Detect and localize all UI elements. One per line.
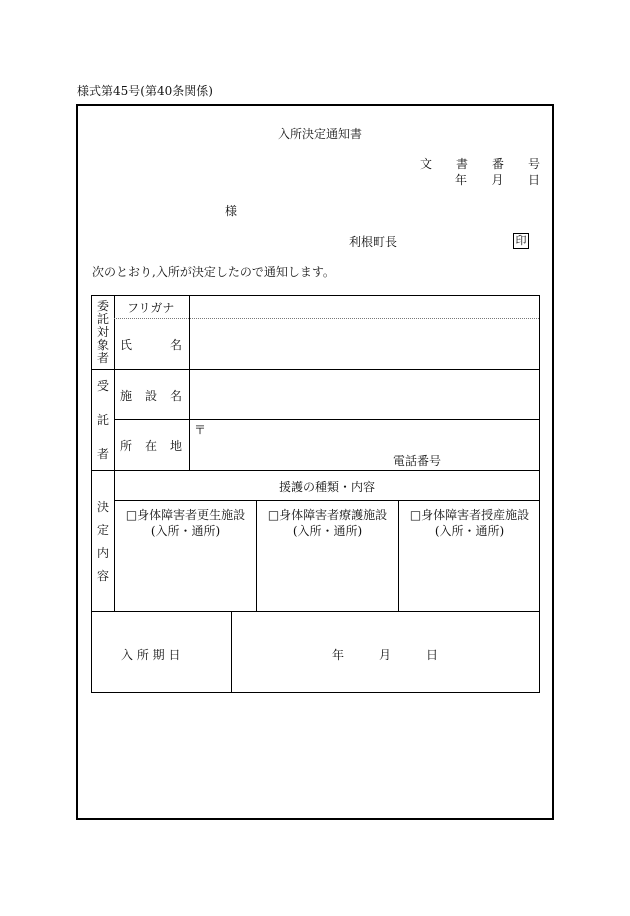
service-option-1-title [115,507,256,523]
doc-number-char-4: 号 [527,157,540,171]
service-option-2-name: 身体障害者療護施設 [279,508,388,522]
decision-char-3: 内 [96,546,109,560]
date-year: 年 [455,173,468,187]
decision-char-1: 決 [96,500,109,514]
admission-divider [231,611,232,693]
decision-char-2: 定 [96,523,109,537]
document-number-label [420,155,540,172]
consignee-char-1: 受 [96,379,109,393]
admission-date-field[interactable] [332,646,438,663]
service-option-1[interactable] [115,507,256,539]
row-separator-4 [114,500,540,501]
checkbox-icon[interactable]: □ [409,508,422,522]
consignee-char-3: 者 [96,447,109,461]
service-option-3-name: 身体障害者授産施設 [421,508,530,522]
checkbox-icon[interactable]: □ [267,508,280,522]
doc-number-char-1: 文 [420,157,433,171]
facility-label-3: 名 [169,389,182,403]
facility-label-1: 施 [120,389,133,403]
document-title: 入所決定通知書 [278,127,363,141]
group-column-divider [114,295,115,612]
address-label-1: 所 [120,439,133,453]
table-bottom-border [91,692,540,693]
phone-label: 電話番号 [393,454,442,468]
notice-text: 次のとおり,入所が決定したので通知します。 [92,265,335,279]
admission-date-label: 入 所 期 日 [121,648,181,662]
facility-name-label [120,387,182,404]
name-field[interactable] [190,319,539,369]
service-option-2-mode: (入所・通所) [292,524,363,538]
address-label-2: 在 [144,439,157,453]
service-option-3-title [399,507,540,523]
admission-year: 年 [332,648,345,662]
row-separator-5 [91,611,540,612]
date-month: 月 [491,173,504,187]
furigana-field[interactable] [190,296,539,318]
address-field[interactable] [205,420,385,469]
postal-mark: 〒 [194,423,207,437]
name-label-1: 氏 [120,338,133,352]
furigana-label: フリガナ [127,301,175,315]
service-option-2-title [257,507,398,523]
consignee-group-label [95,377,111,462]
address-label-3: 地 [169,439,182,453]
subject-group-label: 委託対象者 [96,299,109,365]
doc-number-char-3: 番 [491,157,504,171]
checkbox-icon[interactable]: □ [125,508,138,522]
doc-number-char-2: 書 [455,157,468,171]
service-option-2[interactable] [257,507,398,539]
address-label [120,437,182,454]
consignee-char-2: 託 [96,413,109,427]
form-number: 様式第45号(第40条関係) [77,84,213,98]
facility-name-field[interactable] [190,370,539,419]
date-day: 日 [527,173,540,187]
facility-label-2: 設 [144,389,157,403]
table-left-border [91,295,92,693]
service-option-1-name: 身体障害者更生施設 [137,508,246,522]
service-option-3-mode: (入所・通所) [434,524,505,538]
addressee-suffix: 様 [225,204,238,218]
name-label-2: 名 [169,338,182,352]
admission-day: 日 [425,648,438,662]
issuer-name: 利根町長 [349,235,398,249]
service-option-3[interactable] [399,507,540,539]
services-header: 援護の種類・内容 [278,480,375,494]
name-label [120,336,182,353]
decision-char-4: 容 [96,569,109,583]
admission-month: 月 [378,648,391,662]
seal-mark: 印 [513,233,529,249]
date-line [455,171,540,188]
service-option-1-mode: (入所・通所) [150,524,221,538]
row-separator-3 [91,470,540,471]
decision-group-label [95,498,111,584]
